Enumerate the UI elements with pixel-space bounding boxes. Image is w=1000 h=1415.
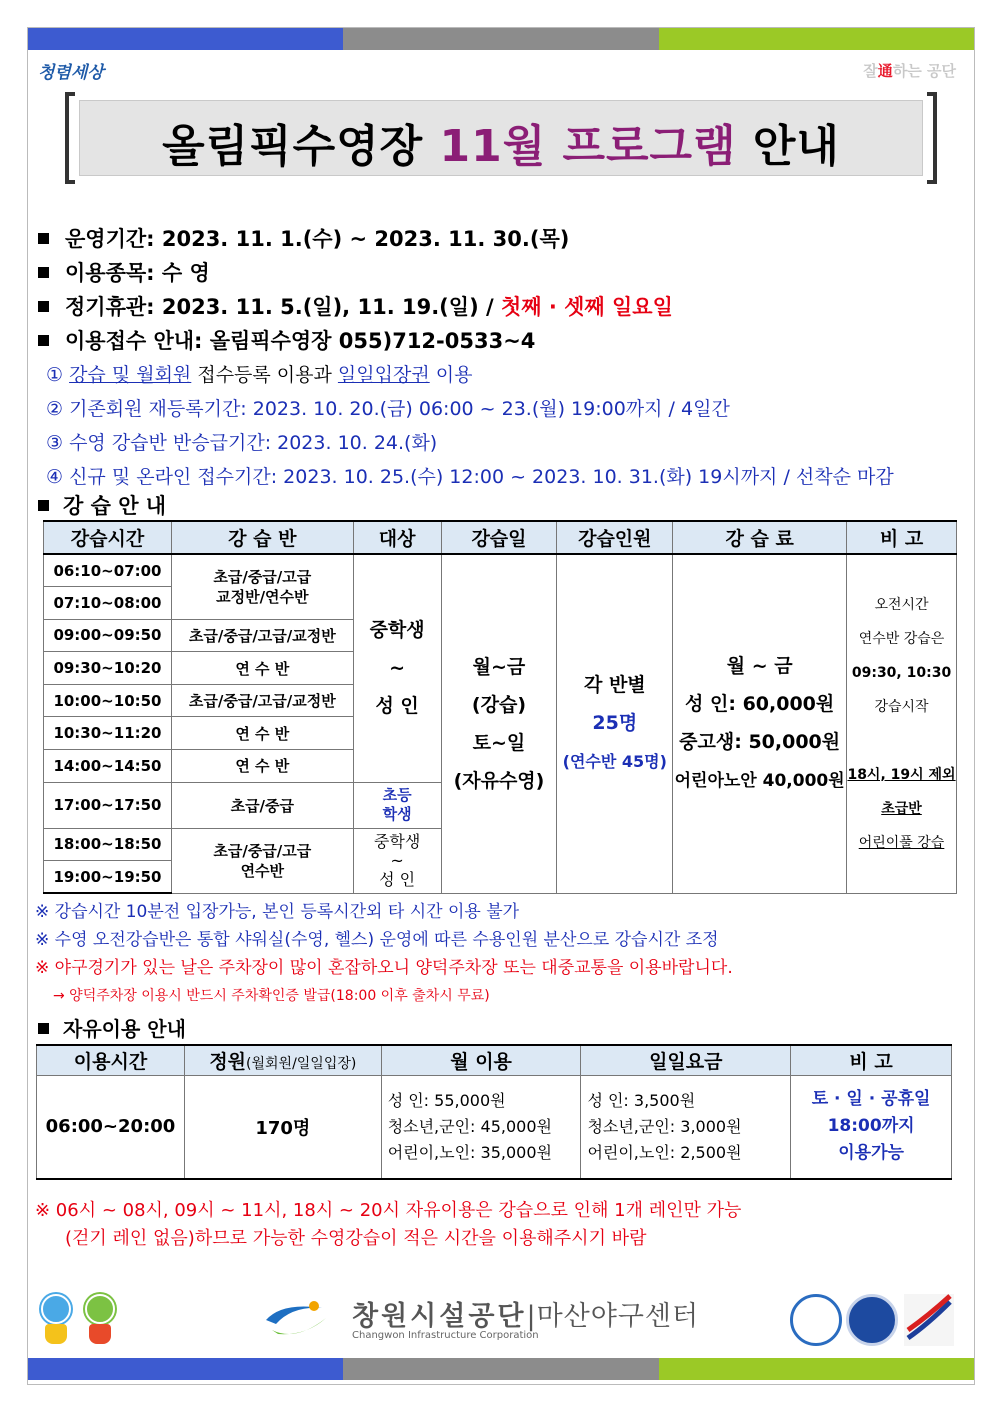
note-1: ※ 강습시간 10분전 입장가능, 본인 등록시간외 타 시간 이용 불가 (35, 902, 520, 922)
free-use-header-row: 이용시간 정원(월회원/일일입장) 월 이용 일일요금 비 고 (37, 1045, 952, 1075)
table-row: 07:10~08:00 (44, 587, 957, 620)
step-3: ③ 수영 강습반 반승급기간: 2023. 10. 24.(화) (46, 432, 438, 454)
mascot-icon (82, 1294, 118, 1346)
lesson-table (43, 520, 957, 894)
table-row: 06:00~20:00 170명 성 인: 55,000원 청소년,군인: 45,000원 어린이,노인: 35,000원 성 인: 3,500원 청소년,군인: 3,000원 어린이,노인: 2,500원 토 · 일 · 공휴일 18:00까지 이용가능 (37, 1075, 952, 1179)
integrity-logo: 청렴세상 (38, 63, 104, 83)
slogan-logo: 잘通하는 공단 (863, 62, 956, 80)
info-contact: 이용접수 안내: 올림픽수영장 055)712-0533~4 (38, 324, 673, 358)
step-2: ② 기존회원 재등록기간: 2023. 10. 20.(금) 06:00 ~ 23.(월) 19:00까지 / 4일간 (46, 398, 730, 420)
table-row: 06:10~07:00 초급/중급/고급 교정반/연수반 중학생 ~ 성 인 월~금 (강습) 토~일 (자유수영) 각 반별 25명 (연수반 45명) 월 ~ 금 성 인: 60,000원 중고생: 50,000원 어린아노안 40,000원 오전시간 연수반 강습은 09:30, 10:30 강습시작 18시, 19시 제외 초급반 어린이풀 강습 (44, 554, 957, 587)
ccm-certification-icon (790, 1294, 842, 1346)
note-2: ※ 수영 오전강습반은 통합 샤워실(수영, 헬스) 운영에 따른 수용인원 분산으로 강습시간 조정 (35, 930, 719, 950)
table-row: 09:30~10:20 연 수 반 (44, 652, 957, 685)
note-3: ※ 야구경기가 있는 날은 주차장이 많이 혼잡하오니 양덕주차장 또는 대중교통을 이용바랍니다. (35, 958, 733, 978)
organization-english-name: Changwon Infrastructure Corporation (352, 1330, 539, 1341)
note-4: → 양덕주차장 이용시 반드시 주차확인증 발급(18:00 이후 출차시 무료) (53, 988, 490, 1004)
organization-logo-icon (262, 1296, 332, 1346)
table-row: 10:00~10:50 초급/중급/고급/교정반 (44, 684, 957, 717)
free-use-table (36, 1044, 952, 1180)
lesson-section-title: 강 습 안 내 (38, 490, 166, 520)
lesson-header-row: 강습시간 강 습 반 대상 강습일 강습인원 강 습 료 비 고 (44, 521, 957, 554)
step-4: ④ 신규 및 온라인 접수기간: 2023. 10. 25.(수) 12:00 ~ 2023. 10. 31.(화) 19시까지 / 선착순 마감 (46, 466, 894, 488)
award-badge-icon (904, 1294, 954, 1346)
step-1: ① 강습 및 월회원 접수등록 이용과 일일입장권 이용 (46, 364, 473, 386)
lesson-notes (35, 898, 733, 1010)
table-row: 14:00~14:50 연 수 반 (44, 750, 957, 783)
table-row: 19:00~19:50 (44, 861, 957, 894)
organization-name: 창원시설공단|마산야구센터 (352, 1301, 700, 1332)
free-use-note: ※ 06시 ~ 08시, 09시 ~ 11시, 18시 ~ 20시 자유이용은 강습으로 인해 1개 레인만 가능 (걷기 레인 없음)하므로 가능한 수영강습이 적은 시간을 이용해주시기 바람 (35, 1200, 742, 1249)
info-closed: 정기휴관: 2023. 11. 5.(일), 11. 19.(일) / 첫째 · 셋째 일요일 (38, 290, 673, 324)
info-list (38, 222, 673, 358)
info-period: 운영기간: 2023. 11. 1.(수) ~ 2023. 11. 30.(목) (38, 222, 673, 256)
registration-steps (46, 358, 894, 494)
table-row: 10:30~11:20 연 수 반 (44, 717, 957, 750)
table-row: 17:00~17:50 초급/중급 초등 학생 (44, 782, 957, 828)
mascot-icon (38, 1294, 74, 1346)
table-row: 09:00~09:50 초급/중급/고급/교정반 (44, 619, 957, 652)
top-color-band (28, 28, 974, 50)
title-banner (65, 92, 937, 184)
management-certification-icon (846, 1294, 898, 1346)
table-row: 18:00~18:50 초급/중급/고급 연수반 중학생 ~ 성 인 (44, 828, 957, 861)
info-sport: 이용종목: 수 영 (38, 256, 673, 290)
footer (0, 1288, 1000, 1353)
bottom-color-band (28, 1358, 974, 1380)
page-title: 올림픽수영장 11월 프로그램 안내 (162, 121, 840, 172)
free-use-section-title: 자유이용 안내 (38, 1013, 186, 1042)
